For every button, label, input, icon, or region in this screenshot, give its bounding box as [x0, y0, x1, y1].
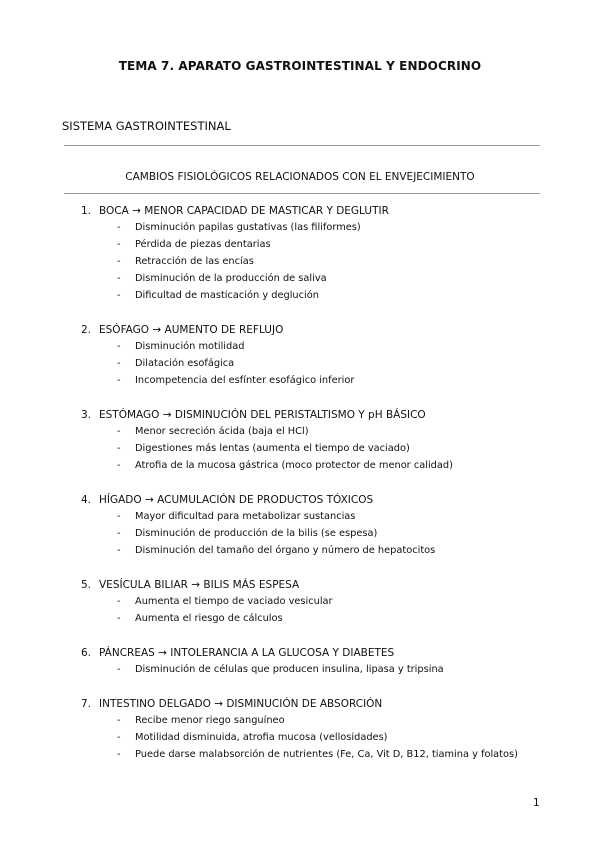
sub-list [0, 595, 600, 629]
sub-list-item-text: Dilatación esofágica [135, 358, 235, 369]
sub-list-item [0, 255, 600, 272]
sub-list-item-text: Atrofia de la mucosa gástrica (moco protector de menor calidad) [135, 460, 453, 471]
sub-list-item [0, 289, 600, 306]
dash-bullet: - [117, 273, 121, 284]
dash-bullet: - [117, 375, 121, 386]
sub-list [0, 510, 600, 561]
dash-bullet: - [117, 256, 121, 267]
list-item-heading [0, 646, 600, 663]
sub-list [0, 663, 600, 680]
sub-list-item [0, 527, 600, 544]
sub-list-item [0, 442, 600, 459]
sub-list-item [0, 595, 600, 612]
sub-list-item [0, 425, 600, 442]
list-item-heading [0, 323, 600, 340]
numbered-list [0, 204, 600, 782]
sub-list-item [0, 238, 600, 255]
list-item-number: 4. [81, 494, 92, 506]
sub-list-item [0, 748, 600, 765]
dash-bullet: - [117, 426, 121, 437]
list-item [0, 408, 600, 476]
sub-list-item-text: Aumenta el riesgo de cálculos [135, 613, 283, 624]
sub-list-item-text: Menor secreción ácida (baja el HCl) [135, 426, 309, 437]
dash-bullet: - [117, 341, 121, 352]
list-item [0, 493, 600, 561]
sub-list-item-text: Disminución papilas gustativas (las filiformes) [135, 222, 361, 233]
list-item-heading-text: INTESTINO DELGADO → DISMINUCIÓN DE ABSORCIÓN [99, 698, 383, 710]
list-item-number: 7. [81, 698, 92, 710]
dash-bullet: - [117, 732, 121, 743]
list-item-number: 5. [81, 579, 92, 591]
sub-list-item [0, 459, 600, 476]
dash-bullet: - [117, 460, 121, 471]
dash-bullet: - [117, 290, 121, 301]
page-number: 1 [533, 797, 540, 809]
section-heading: SISTEMA GASTROINTESTINAL [62, 119, 231, 133]
sub-list [0, 221, 600, 306]
list-item-heading-text: ESÓFAGO → AUMENTO DE REFLUJO [99, 324, 284, 336]
sub-list-item [0, 357, 600, 374]
dash-bullet: - [117, 613, 121, 624]
dash-bullet: - [117, 545, 121, 556]
section-subtitle: CAMBIOS FISIOLÓGICOS RELACIONADOS CON EL ENVEJECIMIENTO [125, 171, 475, 183]
sub-list [0, 340, 600, 391]
sub-list-item-text: Incompetencia del esfínter esofágico inferior [135, 375, 355, 386]
list-item-heading [0, 204, 600, 221]
list-item-heading-text: BOCA → MENOR CAPACIDAD DE MASTICAR Y DEGLUTIR [99, 205, 389, 217]
list-item-number: 1. [81, 205, 92, 217]
sub-list-item-text: Disminución de células que producen insulina, lipasa y tripsina [135, 664, 444, 675]
document-title: TEMA 7. APARATO GASTROINTESTINAL Y ENDOCRINO [118, 59, 482, 73]
sub-list-item [0, 612, 600, 629]
dash-bullet: - [117, 239, 121, 250]
sub-list-item-text: Retracción de las encías [135, 256, 254, 267]
sub-list-item [0, 510, 600, 527]
dash-bullet: - [117, 596, 121, 607]
sub-list-item [0, 221, 600, 238]
list-item-heading [0, 408, 600, 425]
sub-list-item [0, 544, 600, 561]
list-item [0, 204, 600, 306]
dash-bullet: - [117, 511, 121, 522]
sub-list-item [0, 663, 600, 680]
divider-bottom [64, 193, 540, 194]
sub-list-item [0, 272, 600, 289]
list-item-number: 6. [81, 647, 92, 659]
dash-bullet: - [117, 443, 121, 454]
sub-list-item-text: Disminución motilidad [135, 341, 245, 352]
dash-bullet: - [117, 664, 121, 675]
list-item [0, 323, 600, 391]
list-item-heading-text: HÍGADO → ACUMULACIÓN DE PRODUCTOS TÓXICOS [99, 494, 374, 506]
sub-list-item-text: Puede darse malabsorción de nutrientes (Fe, Ca, Vit D, B12, tiamina y folatos) [135, 749, 518, 760]
sub-list [0, 425, 600, 476]
sub-list-item [0, 340, 600, 357]
list-item-heading-text: VESÍCULA BILIAR → BILIS MÁS ESPESA [99, 579, 300, 591]
sub-list-item-text: Disminución de la producción de saliva [135, 273, 327, 284]
sub-list-item-text: Disminución del tamaño del órgano y número de hepatocitos [135, 545, 436, 556]
sub-list-item [0, 731, 600, 748]
list-item-heading [0, 697, 600, 714]
sub-list-item-text: Dificultad de masticación y deglución [135, 290, 319, 301]
list-item [0, 646, 600, 680]
sub-list-item-text: Digestiones más lentas (aumenta el tiempo de vaciado) [135, 443, 410, 454]
dash-bullet: - [117, 749, 121, 760]
sub-list-item [0, 714, 600, 731]
sub-list-item [0, 374, 600, 391]
sub-list-item-text: Pérdida de piezas dentarias [135, 239, 271, 250]
list-item [0, 697, 600, 765]
sub-list [0, 714, 600, 765]
list-item-heading-text: PÁNCREAS → INTOLERANCIA A LA GLUCOSA Y DIABETES [99, 647, 395, 659]
list-item-number: 3. [81, 409, 92, 421]
divider-top [64, 145, 540, 146]
dash-bullet: - [117, 715, 121, 726]
list-item-heading [0, 578, 600, 595]
sub-list-item-text: Motilidad disminuida, atrofia mucosa (vellosidades) [135, 732, 388, 743]
dash-bullet: - [117, 222, 121, 233]
list-item-heading [0, 493, 600, 510]
sub-list-item-text: Aumenta el tiempo de vaciado vesicular [135, 596, 333, 607]
dash-bullet: - [117, 528, 121, 539]
sub-list-item-text: Disminución de producción de la bilis (se espesa) [135, 528, 378, 539]
dash-bullet: - [117, 358, 121, 369]
list-item-number: 2. [81, 324, 92, 336]
list-item [0, 578, 600, 629]
sub-list-item-text: Mayor dificultad para metabolizar sustancias [135, 511, 356, 522]
list-item-heading-text: ESTÓMAGO → DISMINUCIÓN DEL PERISTALTISMO Y pH BÁSICO [99, 409, 426, 421]
sub-list-item-text: Recibe menor riego sanguíneo [135, 715, 285, 726]
